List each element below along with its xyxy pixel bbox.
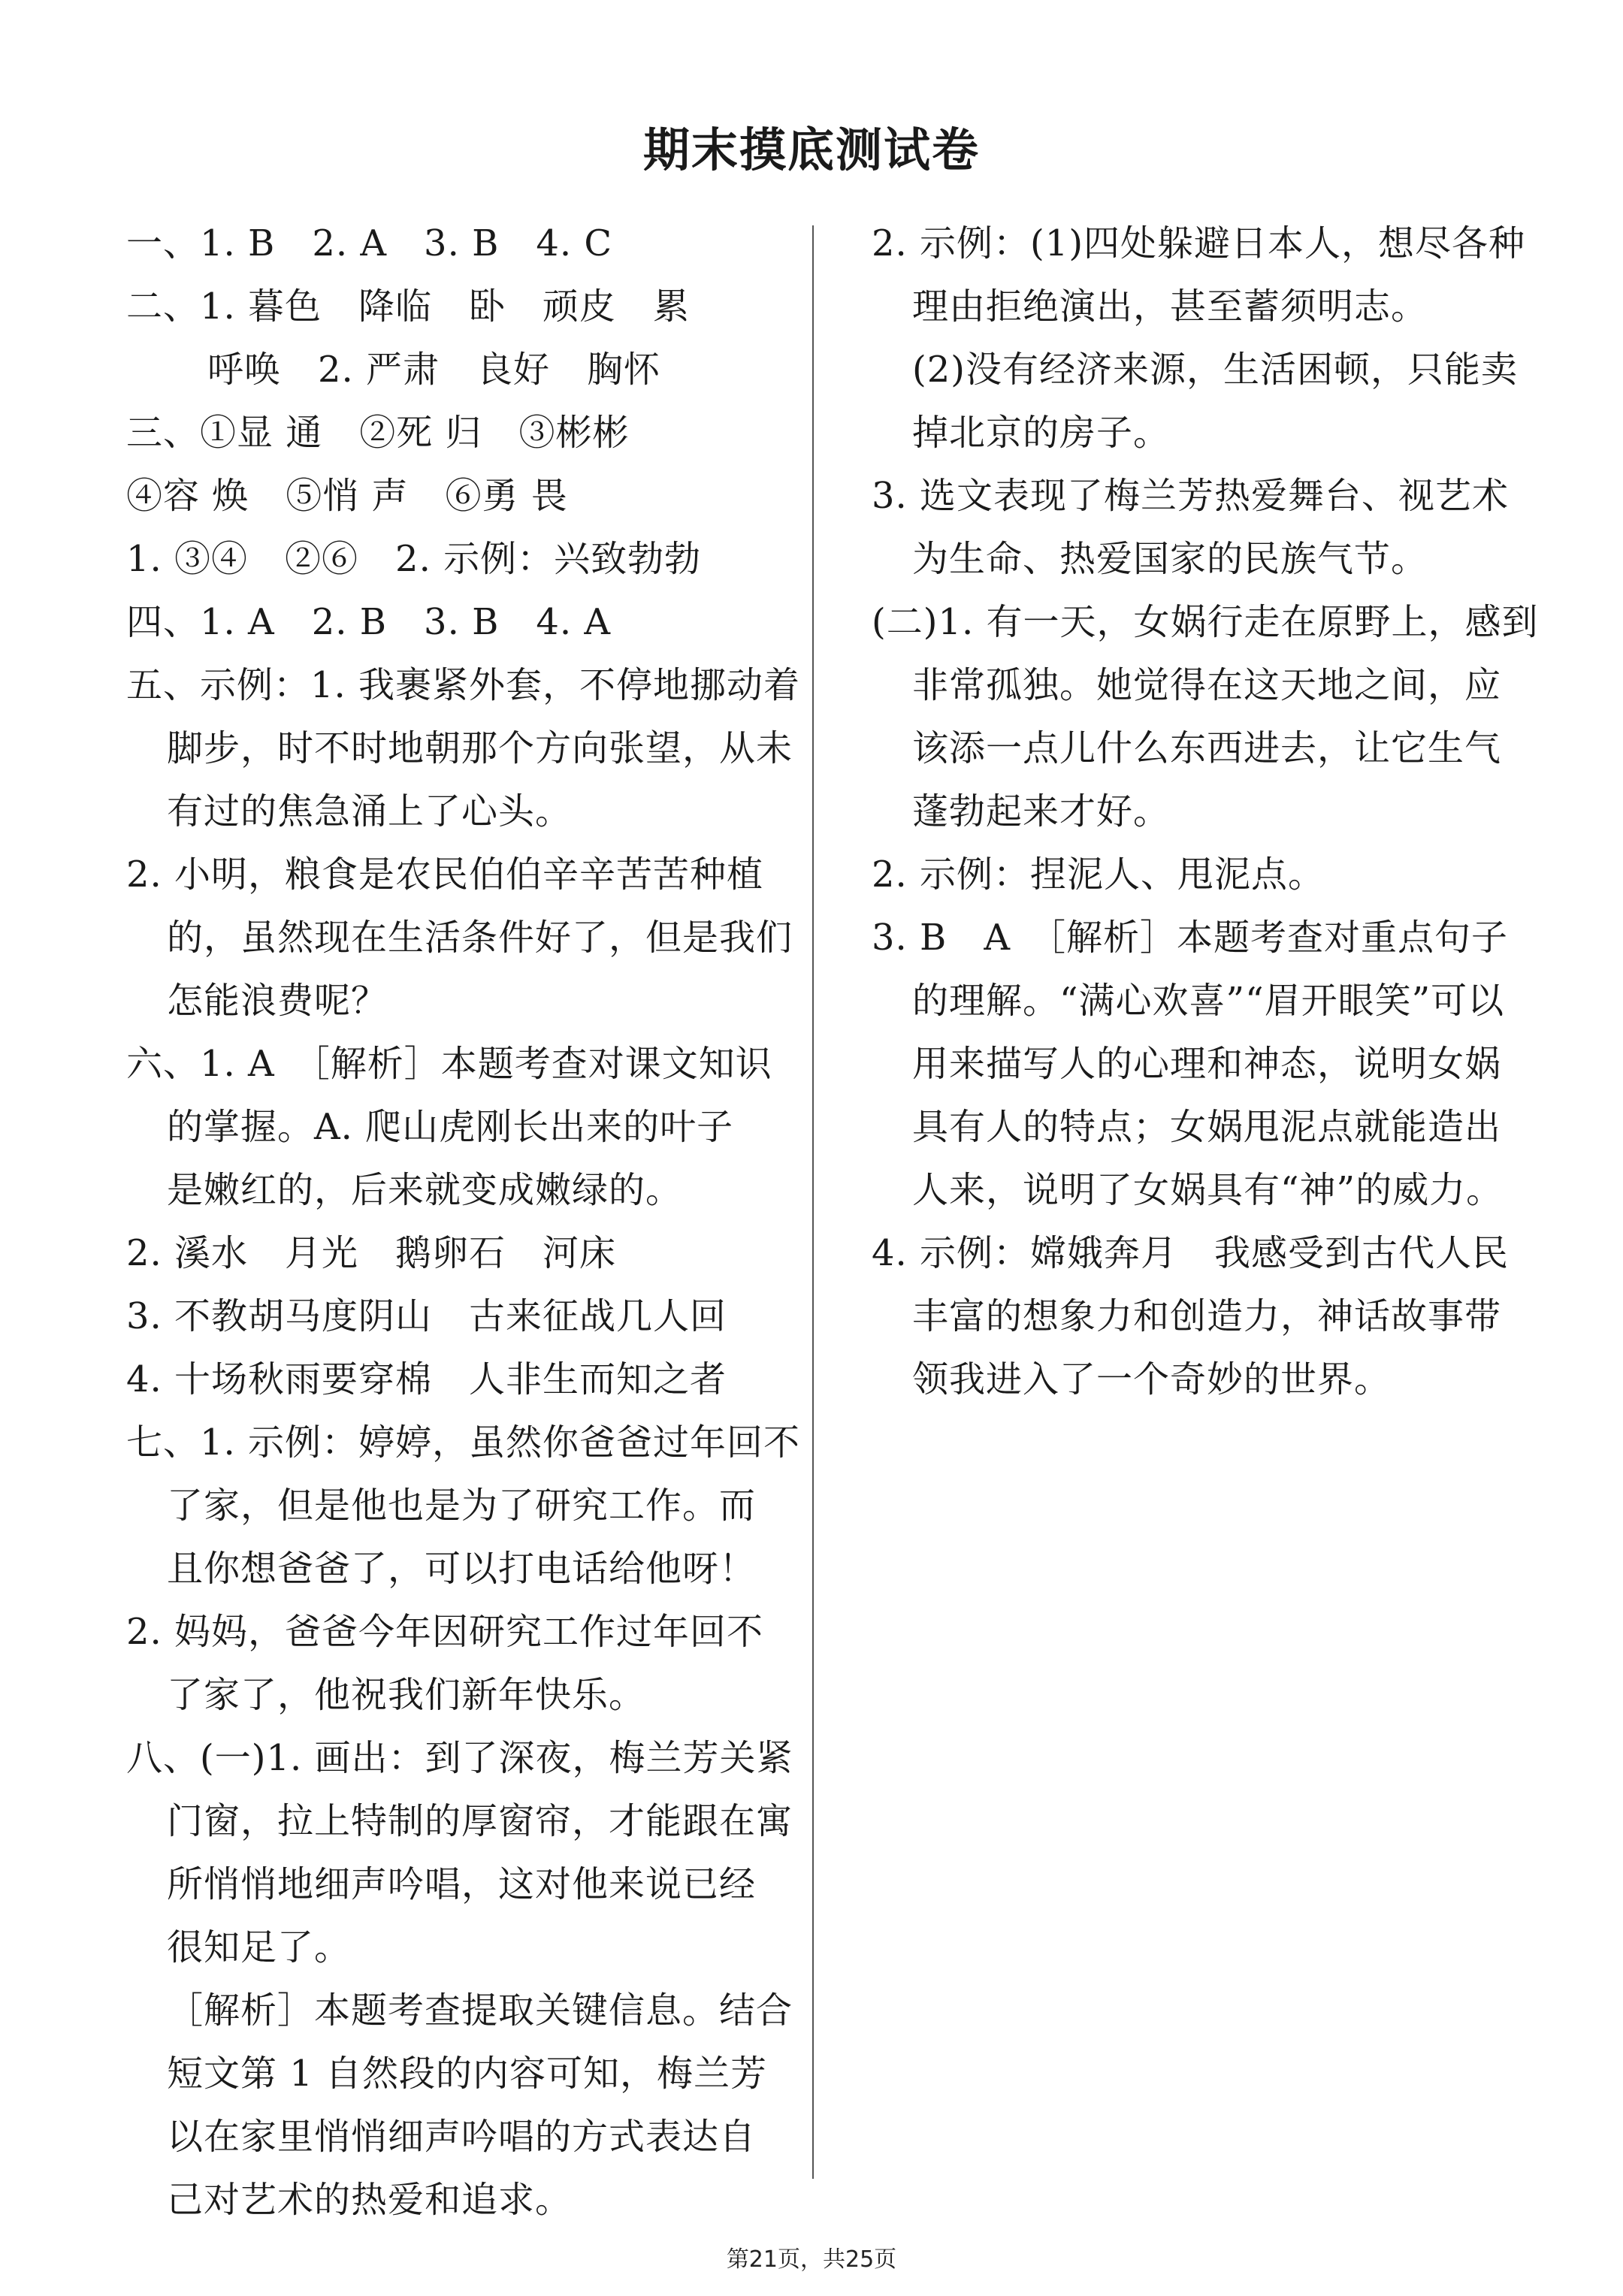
- answer-line: 有过的焦急涌上了心头。: [167, 790, 573, 832]
- page-number-footer: 第21页，共25页: [726, 2246, 897, 2273]
- left-answer-column: [126, 212, 802, 2231]
- answer-line: 很知足了。: [167, 1926, 352, 1968]
- answer-line: 2. 溪水 月光 鹅卵石 河床: [126, 1232, 617, 1274]
- answer-line: 1. ③④ ②⑥ 2. 示例：兴致勃勃: [126, 538, 702, 580]
- answer-line: 蓬勃起来才好。: [912, 790, 1171, 832]
- answer-line: 具有人的特点；女娲甩泥点就能造出: [912, 1106, 1502, 1148]
- answer-line: 用来描写人的心理和神态，说明女娲: [912, 1043, 1502, 1085]
- answer-line: (二)1. 有一天，女娲行走在原野上，感到: [872, 601, 1539, 643]
- answer-line: 怎能浪费呢？: [167, 980, 388, 1022]
- answer-line: 七、1. 示例：婷婷，虽然你爸爸过年回不: [126, 1421, 801, 1464]
- answer-line: 一、1. B 2. A 3. B 4. C: [126, 222, 613, 264]
- answer-line: 三、①显 通 ②死 归 ③彬彬: [126, 412, 630, 454]
- answer-line: 为生命、热爱国家的民族气节。: [912, 538, 1428, 580]
- answer-line: 3. 不教胡马度阴山 古来征战几人回: [126, 1295, 727, 1337]
- answer-line: 六、1. A ［解析］本题考查对课文知识: [126, 1043, 772, 1085]
- answer-line: 门窗，拉上特制的厚窗帘，才能跟在寓: [167, 1800, 793, 1842]
- answer-line: 的掌握。A. 爬山虎刚长出来的叶子: [167, 1106, 734, 1148]
- answer-line: 八、(一)1. 画出：到了深夜，梅兰芳关紧: [126, 1737, 793, 1779]
- answer-line: 且你想爸爸了，可以打电话给他呀！: [167, 1548, 757, 1590]
- answer-line: 3. 选文表现了梅兰芳热爱舞台、视艺术: [872, 475, 1510, 517]
- answer-line: 五、示例：1. 我裹紧外套，不停地挪动着: [126, 664, 801, 706]
- answer-line: 该添一点儿什么东西进去，让它生气: [912, 727, 1502, 769]
- answer-line: 短文第 1 自然段的内容可知，梅兰芳: [167, 2053, 768, 2095]
- answer-line: 丰富的想象力和创造力，神话故事带: [912, 1295, 1502, 1337]
- right-answer-column: [872, 212, 1548, 1411]
- answer-line: 所悄悄地细声吟唱，这对他来说已经: [167, 1863, 757, 1905]
- answer-line: 理由拒绝演出，甚至蓄须明志。: [912, 285, 1428, 328]
- answer-line: 人来，说明了女娲具有“神”的威力。: [912, 1169, 1504, 1211]
- answer-line: 二、1. 暮色 降临 卧 顽皮 累: [126, 285, 691, 328]
- answer-line: 非常孤独。她觉得在这天地之间，应: [912, 664, 1502, 706]
- answer-line: 以在家里悄悄细声吟唱的方式表达自: [167, 2116, 757, 2158]
- answer-line: 4. 十场秋雨要穿棉 人非生而知之者: [126, 1358, 727, 1400]
- answer-line: 3. B A ［解析］本题考查对重点句子: [872, 917, 1508, 959]
- answer-line: 脚步，时不时地朝那个方向张望，从未: [167, 727, 793, 769]
- answer-line: ［解析］本题考查提取关键信息。结合: [167, 1989, 793, 2032]
- answer-line: 己对艺术的热爱和追求。: [167, 2179, 573, 2221]
- answer-line: 是嫩红的，后来就变成嫩绿的。: [167, 1169, 683, 1211]
- answer-line: 2. 小明，粮食是农民伯伯辛辛苦苦种植: [126, 853, 764, 896]
- answer-line: 的，虽然现在生活条件好了，但是我们: [167, 917, 793, 959]
- answer-line: ④容 焕 ⑤悄 声 ⑥勇 畏: [126, 475, 568, 517]
- answer-line: 的理解。“满心欢喜”“眉开眼笑”可以: [912, 980, 1505, 1022]
- answer-line: 领我进入了一个奇妙的世界。: [912, 1358, 1392, 1400]
- answer-line: 掉北京的房子。: [912, 412, 1171, 454]
- answer-line: 2. 示例：捏泥人、甩泥点。: [872, 853, 1325, 896]
- answer-line: 4. 示例：嫦娥奔月 我感受到古代人民: [872, 1232, 1510, 1274]
- answer-line: 了家了，他祝我们新年快乐。: [167, 1674, 646, 1716]
- page-title: 期末摸底测试卷: [642, 122, 980, 177]
- answer-line: 四、1. A 2. B 3. B 4. A: [126, 601, 612, 643]
- answer-line: 2. 妈妈，爸爸今年因研究工作过年回不: [126, 1611, 764, 1653]
- answer-line: (2)没有经济来源，生活困顿，只能卖: [912, 349, 1518, 391]
- answer-line: 呼唤 2. 严肃 良好 胸怀: [207, 349, 661, 391]
- answer-line: 2. 示例：(1)四处躲避日本人，想尽各种: [872, 222, 1526, 264]
- answer-line: 了家，但是他也是为了研究工作。而: [167, 1485, 757, 1527]
- column-divider: [812, 225, 814, 2179]
